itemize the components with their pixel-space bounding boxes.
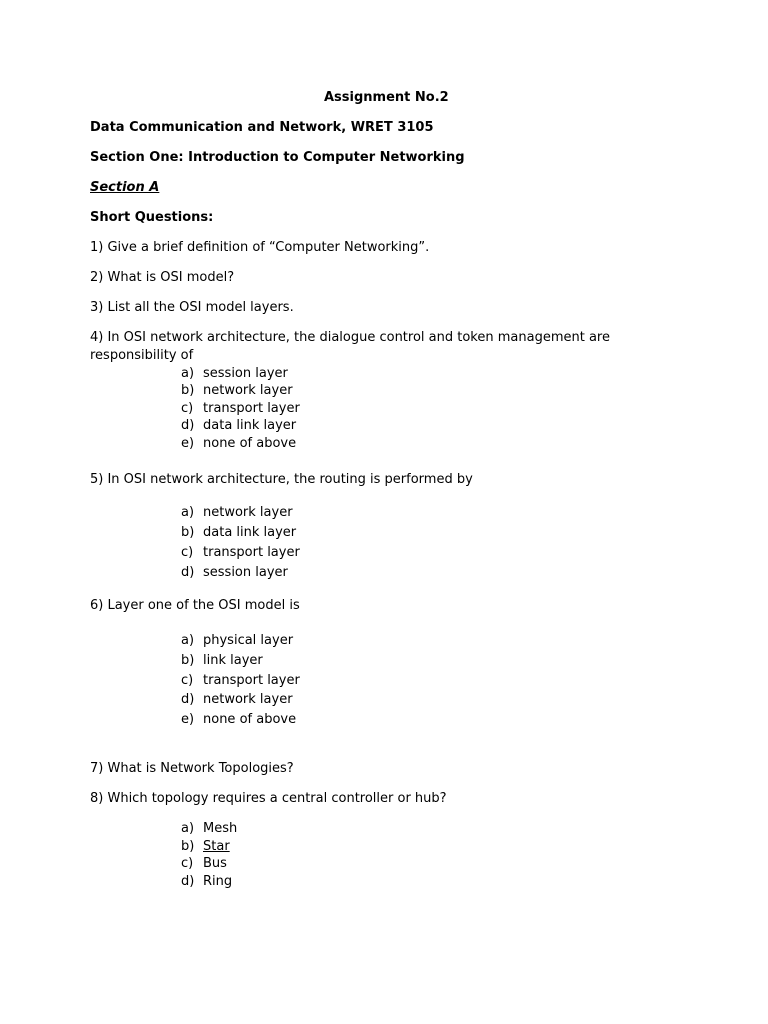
option-text: physical layer bbox=[203, 633, 294, 648]
option-letter: c) bbox=[181, 545, 194, 560]
q6-option-e bbox=[181, 711, 296, 729]
option-text: transport layer bbox=[203, 545, 300, 560]
q4-option-b bbox=[181, 382, 293, 400]
option-text: network layer bbox=[203, 692, 293, 707]
option-letter: a) bbox=[181, 505, 195, 520]
question-7: 7) What is Network Topologies? bbox=[90, 761, 294, 776]
question-6: 6) Layer one of the OSI model is bbox=[90, 598, 300, 613]
option-text: link layer bbox=[203, 653, 263, 668]
option-letter: c) bbox=[181, 856, 194, 871]
option-text: network layer bbox=[203, 505, 293, 520]
option-letter: a) bbox=[181, 366, 195, 381]
subsection-heading: Section A bbox=[90, 180, 160, 195]
option-letter: d) bbox=[181, 874, 195, 889]
question-4: 4) In OSI network architecture, the dialogue control and token management are responsibility of bbox=[90, 330, 610, 363]
q5-option-a bbox=[181, 504, 293, 522]
option-text: session layer bbox=[203, 565, 288, 580]
option-text: session layer bbox=[203, 366, 288, 381]
option-letter: c) bbox=[181, 673, 194, 688]
option-letter: b) bbox=[181, 653, 195, 668]
option-letter: d) bbox=[181, 565, 195, 580]
course-title: Data Communication and Network, WRET 3105 bbox=[90, 120, 434, 135]
question-2: 2) What is OSI model? bbox=[90, 270, 235, 285]
option-letter: a) bbox=[181, 821, 195, 836]
q6-option-a bbox=[181, 632, 293, 650]
q4-option-a bbox=[181, 365, 288, 383]
option-text: transport layer bbox=[203, 673, 300, 688]
q6-option-d bbox=[181, 691, 293, 709]
option-letter: b) bbox=[181, 383, 195, 398]
option-letter: a) bbox=[181, 633, 195, 648]
option-letter: d) bbox=[181, 418, 195, 433]
option-text: data link layer bbox=[203, 418, 297, 433]
q5-option-b bbox=[181, 524, 296, 542]
q6-option-b bbox=[181, 652, 263, 670]
q8-option-b bbox=[181, 838, 230, 856]
option-text: Mesh bbox=[203, 821, 238, 836]
q8-option-a bbox=[181, 820, 237, 838]
q8-option-d bbox=[181, 873, 232, 891]
question-8: 8) Which topology requires a central controller or hub? bbox=[90, 791, 447, 806]
question-1: 1) Give a brief definition of “Computer Networking”. bbox=[90, 240, 430, 255]
q4-option-e bbox=[181, 435, 296, 453]
q8-option-c bbox=[181, 855, 227, 873]
option-letter: e) bbox=[181, 436, 195, 451]
option-letter: b) bbox=[181, 839, 195, 854]
assignment-title: Assignment No.2 bbox=[324, 90, 449, 105]
section-heading: Section One: Introduction to Computer Networking bbox=[90, 150, 465, 165]
option-text: none of above bbox=[203, 712, 297, 727]
option-text: none of above bbox=[203, 436, 297, 451]
option-text: Bus bbox=[203, 856, 227, 871]
option-letter: c) bbox=[181, 401, 194, 416]
q4-option-c bbox=[181, 400, 300, 418]
option-text: Ring bbox=[203, 874, 233, 889]
q4-option-d bbox=[181, 417, 296, 435]
option-text: network layer bbox=[203, 383, 293, 398]
question-5: 5) In OSI network architecture, the routing is performed by bbox=[90, 472, 473, 487]
option-letter: e) bbox=[181, 712, 195, 727]
option-letter: d) bbox=[181, 692, 195, 707]
q5-option-d bbox=[181, 564, 288, 582]
q5-option-c bbox=[181, 544, 300, 562]
short-questions-heading: Short Questions: bbox=[90, 210, 214, 225]
option-letter: b) bbox=[181, 525, 195, 540]
option-text: transport layer bbox=[203, 401, 300, 416]
question-3: 3) List all the OSI model layers. bbox=[90, 300, 294, 315]
option-text: Star bbox=[203, 839, 230, 854]
q6-option-c bbox=[181, 672, 300, 690]
option-text: data link layer bbox=[203, 525, 297, 540]
